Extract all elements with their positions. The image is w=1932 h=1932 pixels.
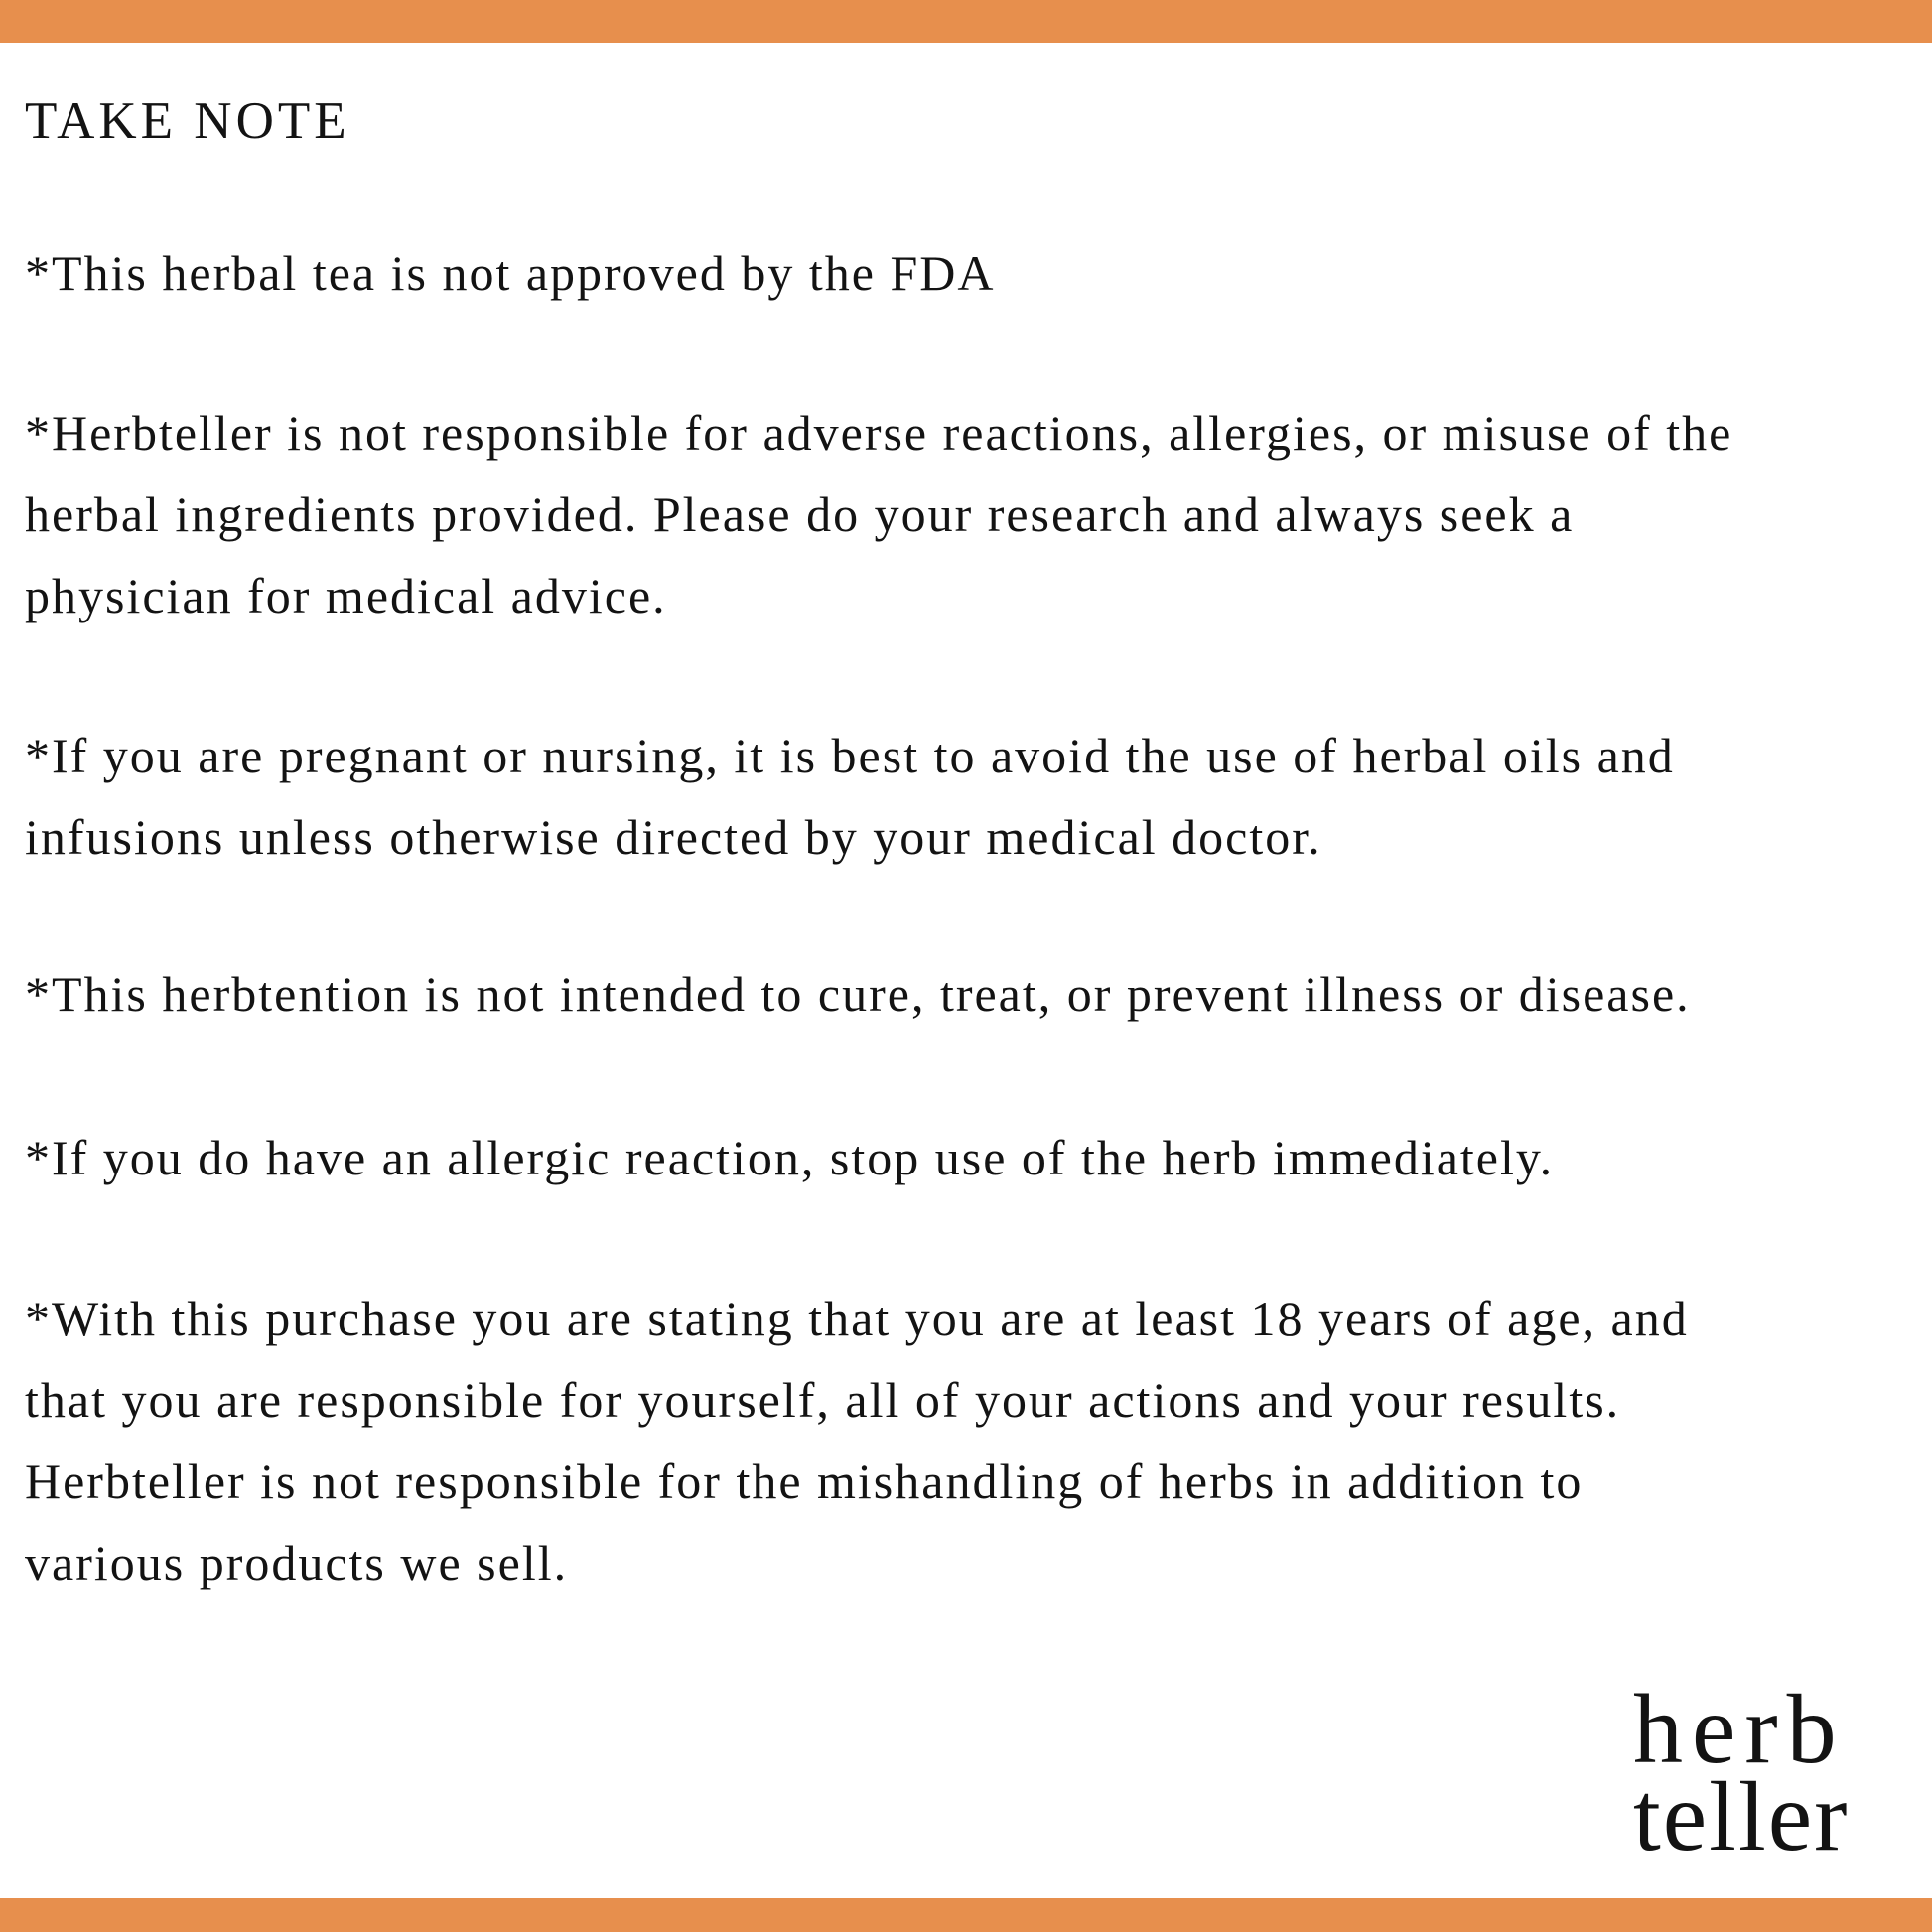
note-line: infusions unless otherwise directed by your medical doctor. bbox=[25, 809, 1322, 865]
disclaimer-notes bbox=[25, 0, 1907, 1932]
note-paragraph bbox=[25, 1278, 1907, 1603]
note-line: herbal ingredients provided. Please do your research and always seek a bbox=[25, 486, 1575, 542]
note-line: *If you are pregnant or nursing, it is best to avoid the use of herbal oils and bbox=[25, 728, 1675, 783]
brand-logo bbox=[1633, 1674, 1850, 1871]
bottom-accent-bar bbox=[0, 1898, 1932, 1932]
logo-wordmark-herb: herb bbox=[1633, 1674, 1846, 1784]
page-title: TAKE NOTE bbox=[25, 92, 350, 150]
note-line: *This herbtention is not intended to cure, treat, or prevent illness or disease. bbox=[25, 966, 1691, 1022]
note-line: *If you do have an allergic reaction, stop use of the herb immediately. bbox=[25, 1130, 1555, 1185]
note-line: Herbteller is not responsible for the mishandling of herbs in addition to bbox=[25, 1453, 1584, 1509]
logo-wordmark-teller: teller bbox=[1633, 1761, 1850, 1871]
note-paragraph bbox=[25, 1117, 1907, 1198]
note-line: *This herbal tea is not approved by the FDA bbox=[25, 245, 996, 301]
note-line: various products we sell. bbox=[25, 1535, 569, 1590]
note-paragraph bbox=[25, 232, 1907, 314]
note-paragraph bbox=[25, 392, 1907, 636]
note-line: physician for medical advice. bbox=[25, 568, 667, 623]
note-line: *With this purchase you are stating that you are at least 18 years of age, and bbox=[25, 1291, 1689, 1346]
note-paragraph bbox=[25, 953, 1907, 1035]
note-paragraph bbox=[25, 715, 1907, 878]
note-line: *Herbteller is not responsible for adverse reactions, allergies, or misuse of the bbox=[25, 405, 1733, 461]
note-line: that you are responsible for yourself, all of your actions and your results. bbox=[25, 1372, 1621, 1428]
